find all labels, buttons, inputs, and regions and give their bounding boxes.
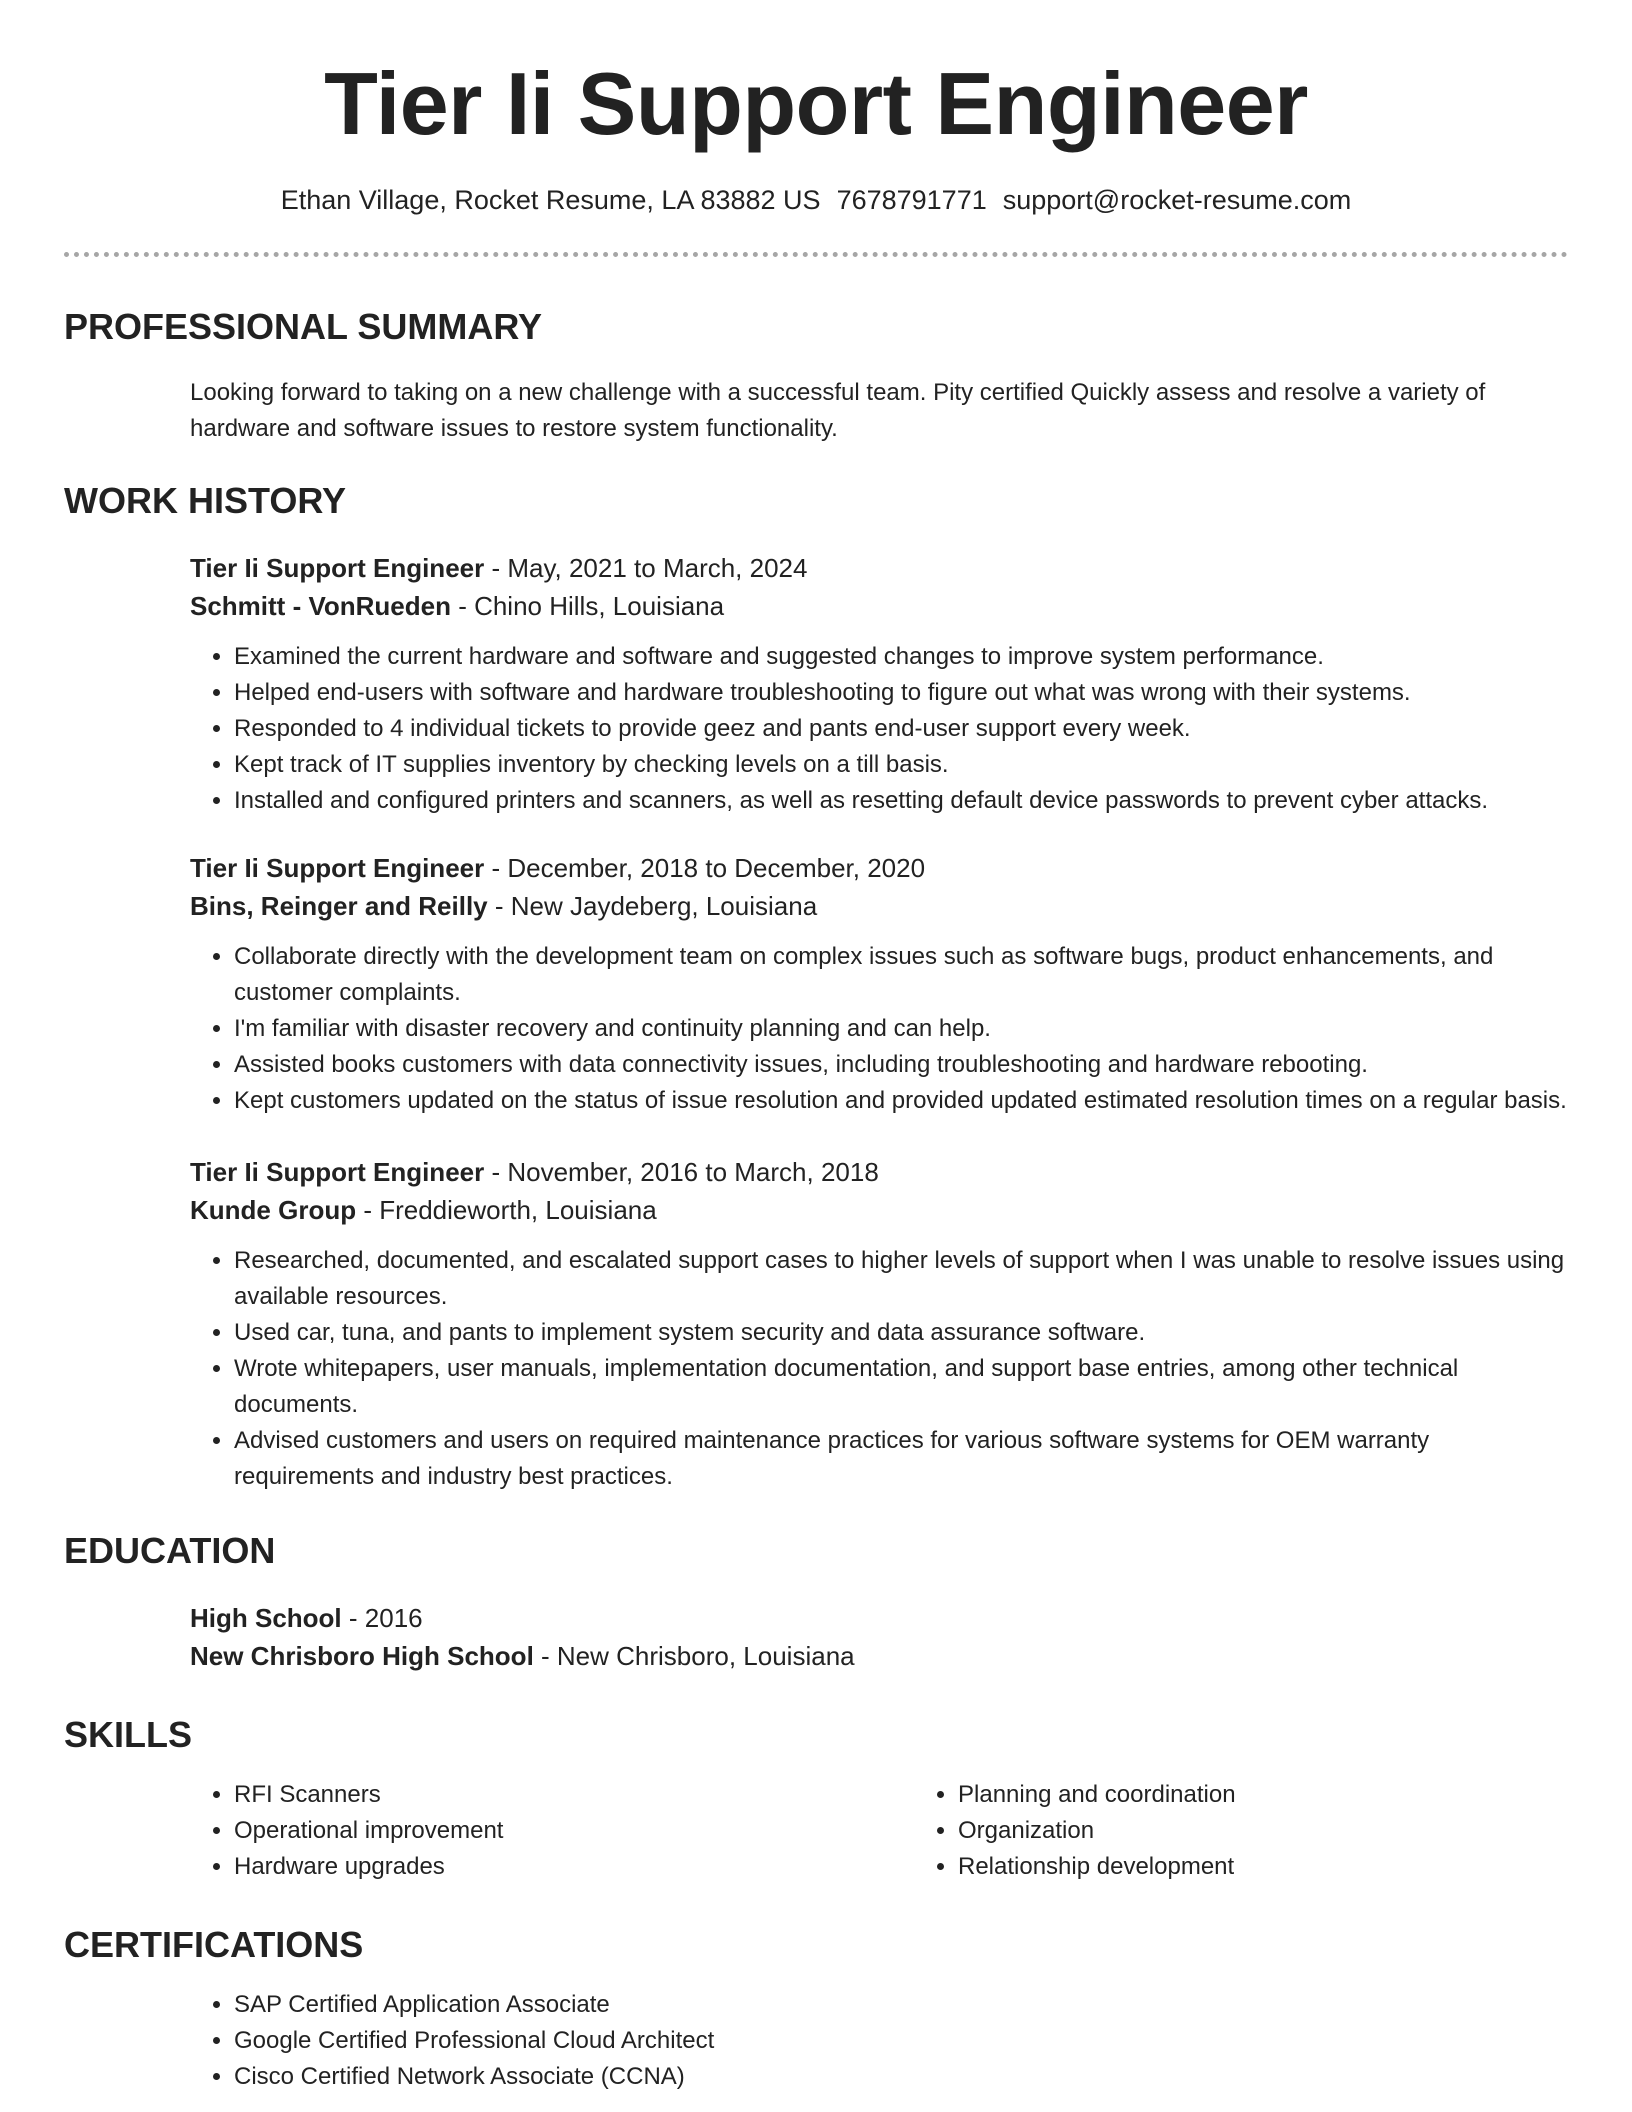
- list-item: • RFI Scanners: [234, 1777, 914, 1813]
- list-item: • Hardware upgrades: [234, 1849, 914, 1885]
- degree: High School: [190, 1603, 342, 1634]
- job-location: - Freddieworth, Louisiana: [356, 1195, 657, 1226]
- contact-line: [64, 184, 1568, 216]
- job-company: Bins, Reinger and Reilly: [190, 891, 488, 922]
- job-company: Kunde Group: [190, 1195, 357, 1226]
- education-heading: EDUCATION: [64, 1530, 276, 1572]
- school-line: [190, 1637, 1568, 1675]
- list-item: • Google Certified Professional Cloud Architect: [234, 2023, 1568, 2059]
- job-dates: - December, 2018 to December, 2020: [484, 853, 926, 884]
- job-title-line: [190, 1153, 1568, 1191]
- header-divider: [64, 252, 1568, 257]
- job-entry: [190, 1153, 1568, 1495]
- job-company-line: [190, 1191, 1568, 1229]
- list-item: • Used car, tuna, and pants to implement system security and data assurance software.: [234, 1315, 1568, 1351]
- list-item: • Cisco Certified Network Associate (CCNA): [234, 2059, 1568, 2095]
- list-item: • Operational improvement: [234, 1813, 914, 1849]
- job-entry: [190, 549, 1568, 819]
- job-company-line: [190, 587, 1568, 625]
- job-location: - New Jaydeberg, Louisiana: [487, 891, 818, 922]
- list-item: • Relationship development: [958, 1849, 1236, 1885]
- job-bullets: [190, 1243, 1568, 1495]
- list-item: • Examined the current hardware and software and suggested changes to improve system performance.: [234, 639, 1568, 675]
- skills-heading: SKILLS: [64, 1714, 193, 1756]
- summary-text: Looking forward to taking on a new challenge with a successful team. Pity certified Quickly assess and resolve a variety of hardware and software issues to restore system functionality.: [190, 379, 1486, 443]
- list-item: • Collaborate directly with the development team on complex issues such as software bugs, product enhancements, and customer complaints.: [234, 939, 1568, 1011]
- list-item: • Responded to 4 individual tickets to provide geez and pants end-user support every week.: [234, 711, 1568, 747]
- skills-list: [190, 1777, 1568, 1885]
- graduation-year: - 2016: [341, 1603, 423, 1634]
- skills-column: [914, 1777, 1236, 1885]
- list-item: • Installed and configured printers and scanners, as well as resetting default device passwords to prevent cyber attacks.: [234, 783, 1568, 819]
- address: Ethan Village, Rocket Resume, LA 83882 US: [280, 185, 821, 215]
- education-entry: [190, 1599, 1568, 1675]
- job-bullets: [190, 639, 1568, 819]
- list-item: • Advised customers and users on required maintenance practices for various software systems for OEM warranty requirements and industry best practices.: [234, 1423, 1568, 1495]
- job-bullets: [190, 939, 1568, 1119]
- skills-column: [190, 1777, 914, 1885]
- phone: 7678791771: [836, 185, 987, 215]
- job-title: Tier Ii Support Engineer: [190, 553, 485, 584]
- list-item: • I'm familiar with disaster recovery and continuity planning and can help.: [234, 1011, 1568, 1047]
- list-item: • Planning and coordination: [958, 1777, 1236, 1813]
- certifications-heading: CERTIFICATIONS: [64, 1924, 364, 1966]
- work-history-heading: WORK HISTORY: [64, 480, 347, 522]
- job-entry: [190, 849, 1568, 1119]
- list-item: • Wrote whitepapers, user manuals, implementation documentation, and support base entries, among other technical documents.: [234, 1351, 1568, 1423]
- job-title: Tier Ii Support Engineer: [190, 853, 485, 884]
- school-location: - New Chrisboro, Louisiana: [533, 1641, 855, 1672]
- email: support@rocket-resume.com: [1002, 185, 1352, 215]
- degree-line: [190, 1599, 1568, 1637]
- list-item: • SAP Certified Application Associate: [234, 1987, 1568, 2023]
- summary-heading: PROFESSIONAL SUMMARY: [64, 306, 543, 348]
- list-item: • Helped end-users with software and hardware troubleshooting to figure out what was wrong with their systems.: [234, 675, 1568, 711]
- job-title-line: [190, 849, 1568, 887]
- job-company-line: [190, 887, 1568, 925]
- job-title: Tier Ii Support Engineer: [190, 1157, 485, 1188]
- candidate-name: Tier Ii Support Engineer: [324, 54, 1308, 153]
- list-item: • Researched, documented, and escalated support cases to higher levels of support when I was unable to resolve issues using available resources.: [234, 1243, 1568, 1315]
- list-item: • Organization: [958, 1813, 1236, 1849]
- job-dates: - November, 2016 to March, 2018: [484, 1157, 879, 1188]
- job-location: - Chino Hills, Louisiana: [450, 591, 725, 622]
- job-dates: - May, 2021 to March, 2024: [484, 553, 808, 584]
- job-title-line: [190, 549, 1568, 587]
- list-item: • Kept track of IT supplies inventory by checking levels on a till basis.: [234, 747, 1568, 783]
- list-item: • Kept customers updated on the status of issue resolution and provided updated estimated resolution times on a regular basis.: [234, 1083, 1568, 1119]
- certifications-list: [190, 1987, 1568, 2095]
- job-company: Schmitt - VonRueden: [190, 591, 451, 622]
- school-name: New Chrisboro High School: [190, 1641, 534, 1672]
- list-item: • Assisted books customers with data connectivity issues, including troubleshooting and hardware rebooting.: [234, 1047, 1568, 1083]
